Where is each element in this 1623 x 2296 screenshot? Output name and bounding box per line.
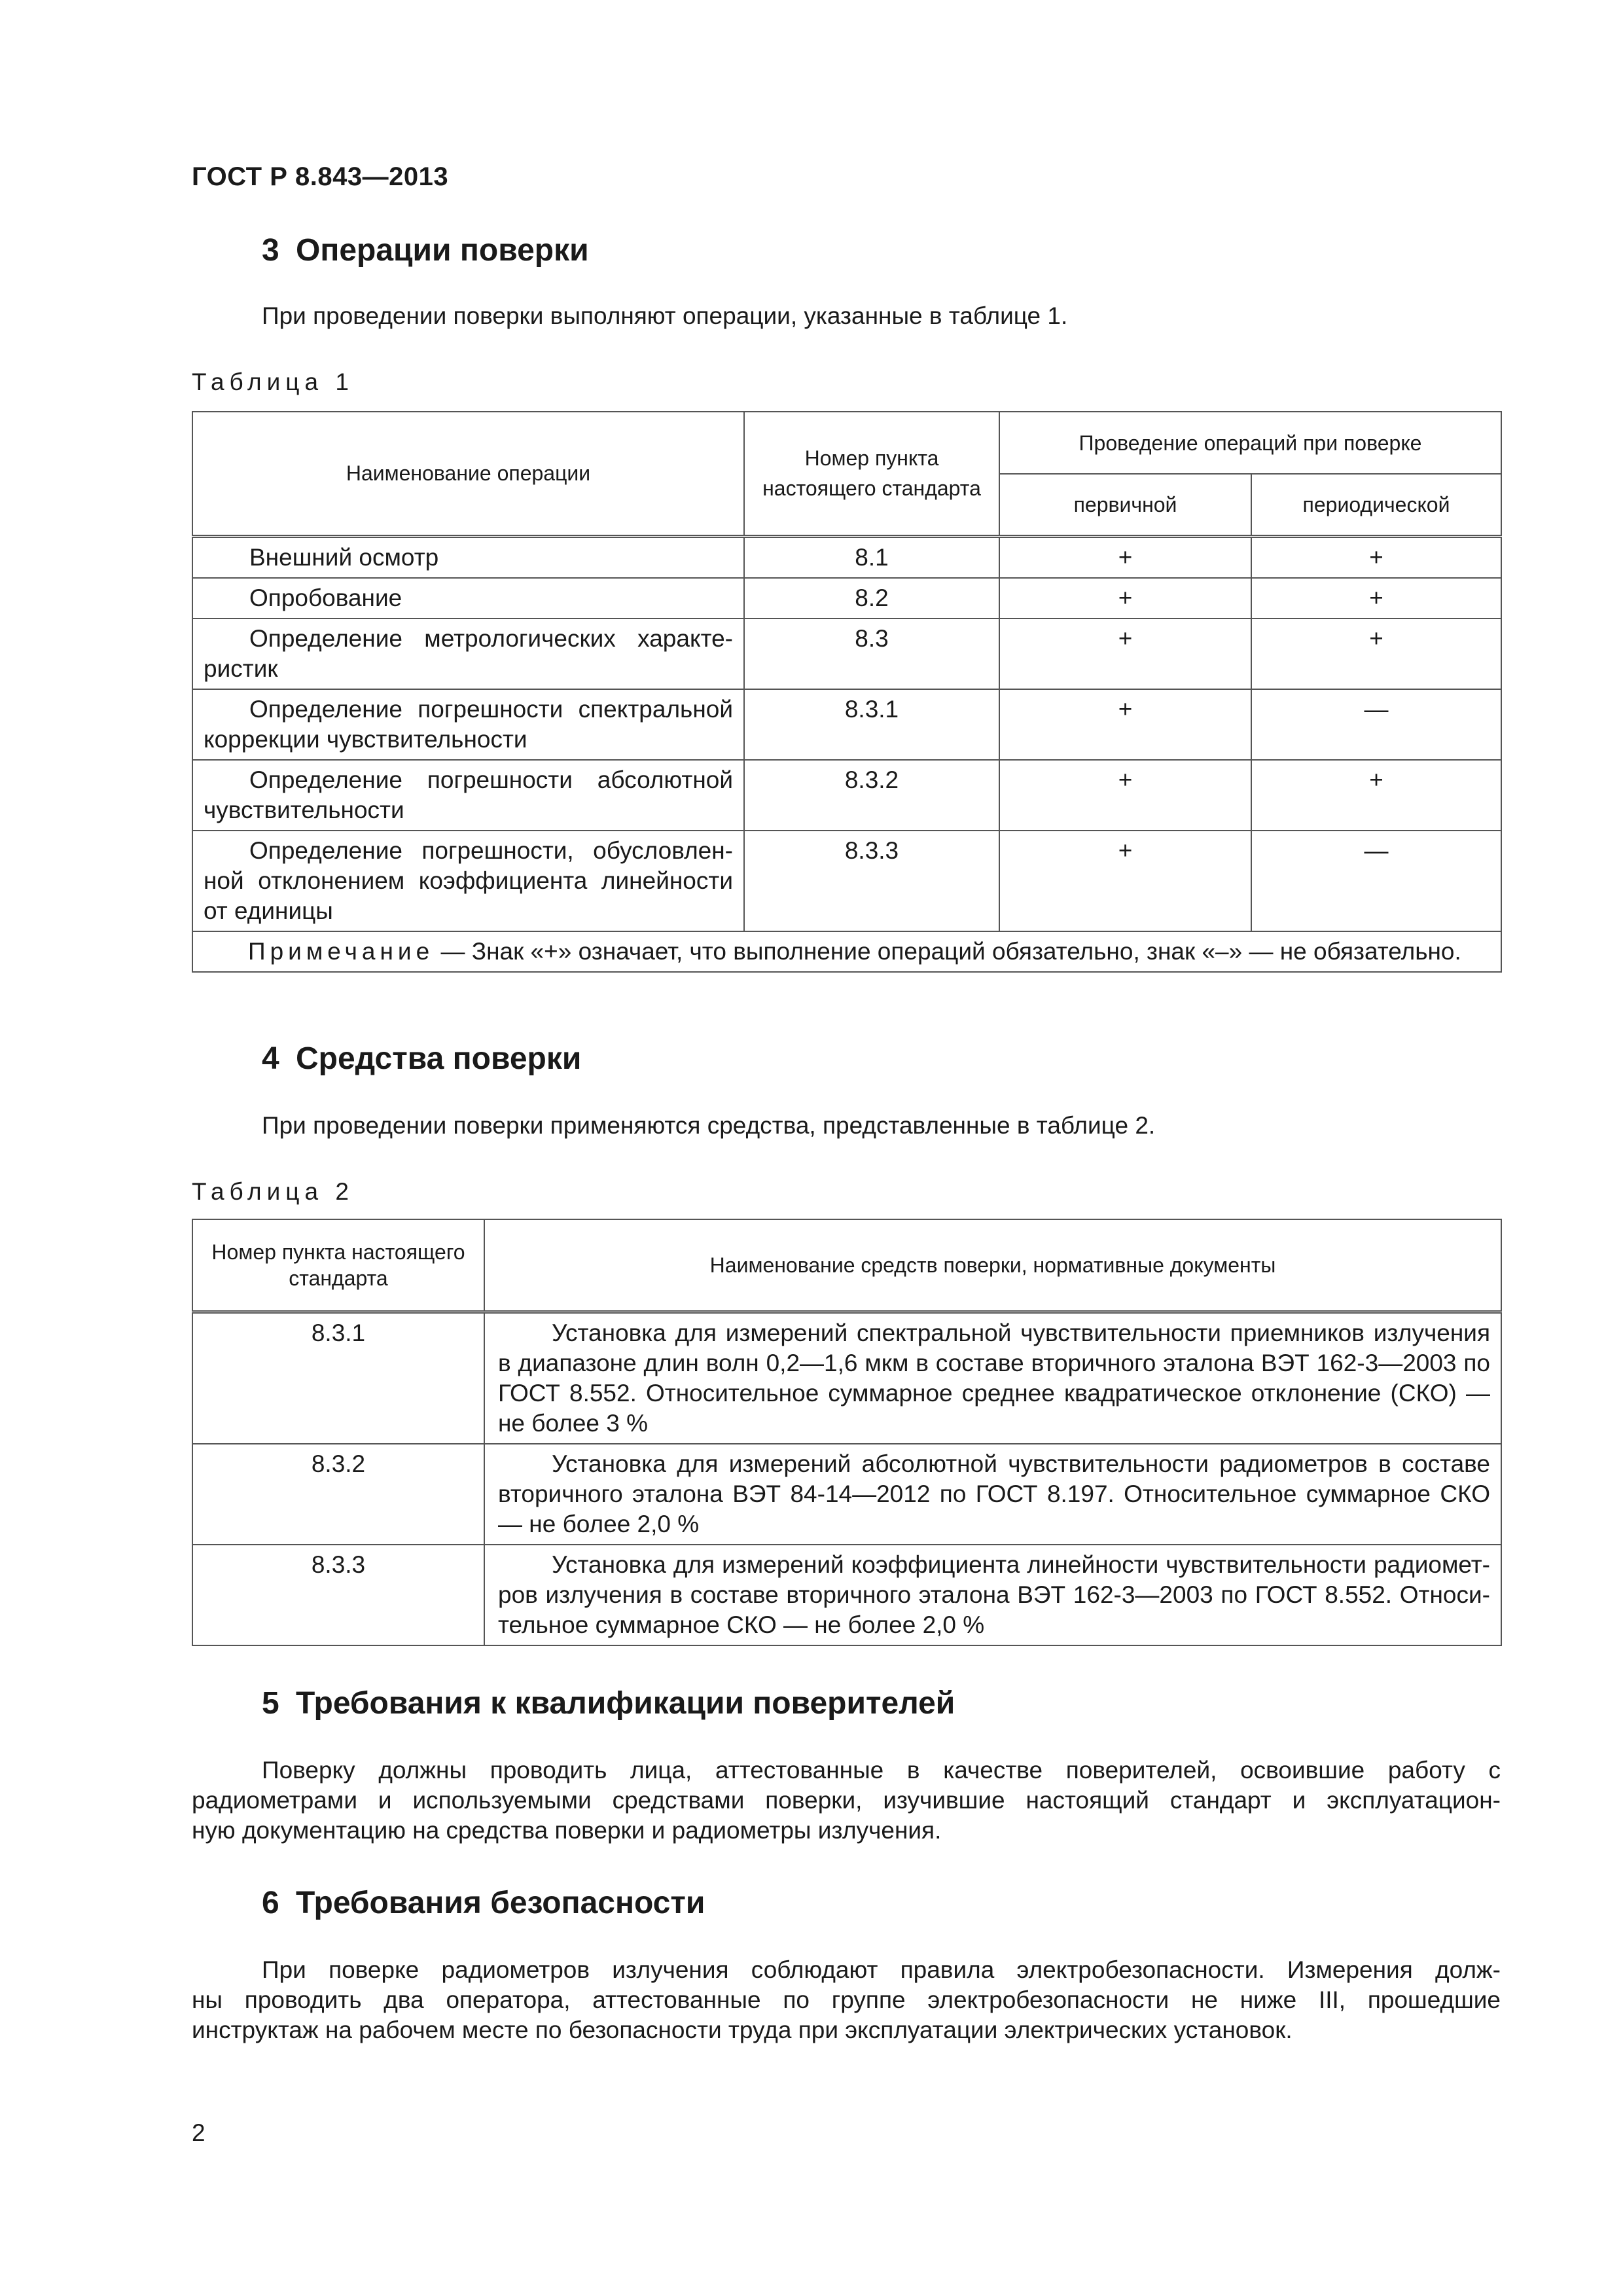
periodic-mark: — — [1251, 831, 1501, 931]
clause-number: 8.3.2 — [744, 760, 999, 831]
primary-mark: + — [999, 536, 1251, 578]
table-1-caption: Таблица 1 — [192, 368, 354, 395]
section-number: 3 — [262, 233, 279, 268]
table-row — [192, 760, 1501, 831]
col-header-periodic: периодической — [1251, 474, 1501, 536]
periodic-mark: + — [1251, 536, 1501, 578]
section-title: Требования к квалификации поверителей — [296, 1686, 955, 1721]
col-header-means: Наименование средств поверки, нормативные документы — [484, 1219, 1501, 1312]
verification-means-table — [192, 1219, 1502, 1646]
clause-number: 8.1 — [744, 536, 999, 578]
table-row — [192, 1545, 1501, 1645]
section-title: Требования безопасности — [296, 1886, 705, 1920]
table-row — [192, 536, 1501, 578]
means-description: Установка для измерений коэффициента линейности чувствительности радиомет-ров излучения в составе вторичного эталона ВЭТ 162-3—2003 по ГОСТ 8.552. Относи-тельное суммарное СКО — не более 2,0 % — [484, 1545, 1501, 1645]
clause-number: 8.2 — [744, 578, 999, 619]
section-6-line-1: При поверке радиометров излучения соблюдают правила электробезопасности. Измерения долж- — [262, 1956, 1501, 1983]
table-2-caption: Таблица 2 — [192, 1178, 354, 1205]
section-number: 6 — [262, 1886, 279, 1920]
operations-table — [192, 411, 1502, 973]
section-3-intro: При проведении поверки выполняют операции, указанные в таблице 1. — [262, 302, 1068, 329]
primary-mark: + — [999, 760, 1251, 831]
operation-name: Определение погрешности абсолютной чувствительности — [192, 760, 744, 831]
section-title: Средства поверки — [296, 1041, 582, 1076]
periodic-mark: + — [1251, 578, 1501, 619]
table-note — [192, 931, 1501, 972]
operation-name: Определение погрешности, обусловлен-ной отклонением коэффициента линейности от единицы — [192, 831, 744, 931]
note-label: Примечание — [248, 937, 435, 965]
col-header-primary: первичной — [999, 474, 1251, 536]
primary-mark: + — [999, 578, 1251, 619]
table-note-row — [192, 931, 1501, 972]
primary-mark: + — [999, 689, 1251, 760]
section-5-line-3: ную документацию на средства поверки и радиометры излучения. — [192, 1817, 942, 1844]
operation-name: Опробование — [192, 578, 744, 619]
table-row — [192, 578, 1501, 619]
operation-name: Внешний осмотр — [192, 536, 744, 578]
section-number: 5 — [262, 1686, 279, 1721]
periodic-mark: — — [1251, 689, 1501, 760]
col-header-clause: Номер пункта настоящего стандарта — [744, 412, 999, 536]
clause-number: 8.3.1 — [744, 689, 999, 760]
col-header-clause: Номер пункта настоящего стандарта — [192, 1219, 484, 1312]
table-row — [192, 831, 1501, 931]
section-5-line-2: радиометрами и используемыми средствами поверки, изучившие настоящий стандарт и эксплуатацион- — [192, 1787, 1501, 1814]
clause-number: 8.3.2 — [192, 1444, 484, 1545]
section-6-line-3: инструктаж на рабочем месте по безопасности труда при эксплуатации электрических установок. — [192, 2017, 1293, 2043]
section-6-line-2: ны проводить два оператора, аттестованные по группе электробезопасности не ниже III, прошедшие — [192, 1986, 1501, 2013]
section-4-intro: При проведении поверки применяются средства, представленные в таблице 2. — [262, 1112, 1156, 1139]
section-6-heading — [262, 1885, 705, 1921]
section-4-heading — [262, 1041, 581, 1077]
col-header-operation: Наименование операции — [192, 412, 744, 536]
clause-number: 8.3.1 — [192, 1312, 484, 1444]
section-5-heading — [262, 1685, 955, 1721]
operation-name: Определение погрешности спектральной коррекции чувствительности — [192, 689, 744, 760]
table-row — [192, 1444, 1501, 1545]
note-text: — Знак «+» означает, что выполнение операций обязательно, знак «–» — не обязательно. — [434, 937, 1461, 965]
means-description: Установка для измерений абсолютной чувствительности радиометров в составе вторичного эталона ВЭТ 84-14—2012 по ГОСТ 8.197. Относительное суммарное СКО — не более 2,0 % — [484, 1444, 1501, 1545]
primary-mark: + — [999, 619, 1251, 689]
clause-number: 8.3.3 — [192, 1545, 484, 1645]
primary-mark: + — [999, 831, 1251, 931]
col-header-group: Проведение операций при поверке — [999, 412, 1501, 474]
clause-number: 8.3 — [744, 619, 999, 689]
section-3-heading — [262, 232, 589, 268]
operation-name: Определение метрологических характе-ристик — [192, 619, 744, 689]
clause-number: 8.3.3 — [744, 831, 999, 931]
page-number: 2 — [192, 2119, 205, 2146]
section-number: 4 — [262, 1041, 279, 1076]
table-row — [192, 689, 1501, 760]
table-row — [192, 619, 1501, 689]
document-id: ГОСТ Р 8.843—2013 — [192, 162, 449, 191]
section-5-line-1: Поверку должны проводить лица, аттестованные в качестве поверителей, освоившие работу с — [262, 1757, 1501, 1784]
periodic-mark: + — [1251, 760, 1501, 831]
section-title: Операции поверки — [296, 233, 589, 268]
means-description: Установка для измерений спектральной чувствительности приемников излучения в диапазоне длин волн 0,2—1,6 мкм в составе вторичного эталона ВЭТ 162-3—2003 по ГОСТ 8.552. Относительное суммарное среднее квадратическое отклонение (СКО) — не более 3 % — [484, 1312, 1501, 1444]
table-row — [192, 1312, 1501, 1444]
periodic-mark: + — [1251, 619, 1501, 689]
